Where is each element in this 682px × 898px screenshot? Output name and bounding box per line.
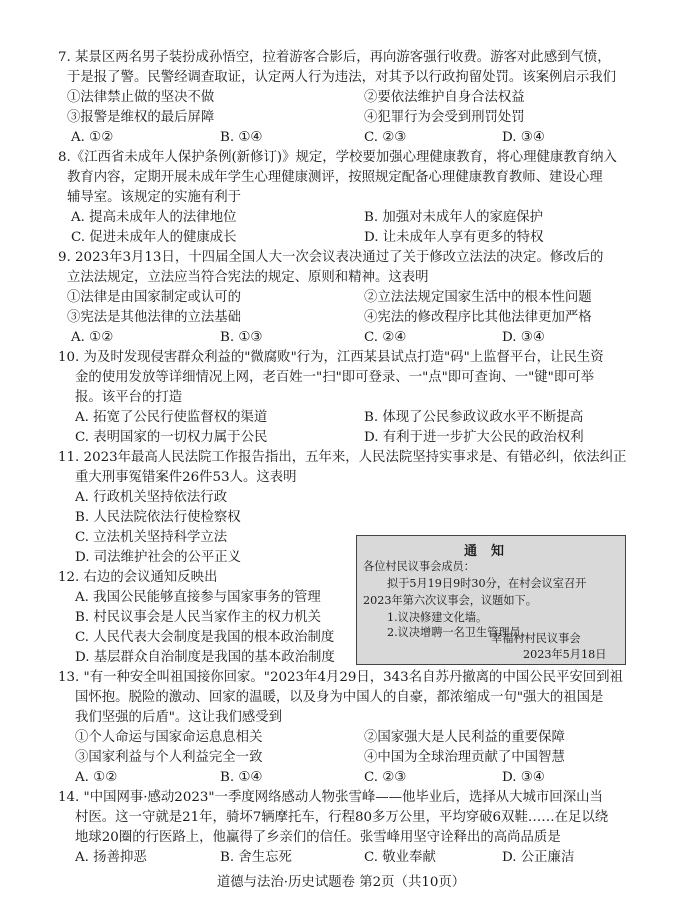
q7-stem-line: 于是报了警。民警经调查取证，认定两人行为违法，对其予以行政拘留处罚。该案例启示我们 <box>67 70 617 85</box>
notice-greeting: 各位村民议事会成员： <box>363 560 475 573</box>
q11-stem-line: 11. 2023年最高人民法院工作报告指出，五年来，人民法院坚持实事求是、有错必纠，依法纠正 <box>58 450 627 465</box>
q13-stem-line: 国怀抱。脱险的激动、回家的温暖，以及身为中国人的自豪，都浓缩成一句"强大的祖国是 <box>75 690 604 705</box>
q10-choice-c: C. 表明国家的一切权力属于公民 <box>75 430 268 445</box>
q9-stem-line: 立法法规定，立法应当符合宪法的规定、原则和精神。这表明 <box>67 270 429 285</box>
q13-statement: ②国家强大是人民利益的重要保障 <box>364 730 565 745</box>
q7-choice-a: A. ①② <box>71 130 114 145</box>
notice-body-line: 拟于5月19日9时30分，在村会议室召开 <box>387 577 587 590</box>
q13-statement: ①个人命运与国家命运息息相关 <box>75 730 263 745</box>
q9-statement: ④宪法的修改程序比其他法律更加严格 <box>364 310 592 325</box>
q8-choice-c: C. 促进未成年人的健康成长 <box>71 230 237 245</box>
q11-stem-line: 重大刑事冤错案件26件53人。这表明 <box>75 470 297 485</box>
q14-choice-a: A. 扬善抑恶 <box>75 850 147 865</box>
q11-choice-a: A. 行政机关坚持依法行政 <box>75 490 228 505</box>
q9-choice-c: C. ②④ <box>364 330 407 345</box>
q10-choice-b: B. 体现了公民参政议政水平不断提高 <box>364 410 584 425</box>
q9-choice-a: A. ①② <box>71 330 114 345</box>
q14-choice-d: D. 公正廉洁 <box>502 850 575 865</box>
notice-item: 1.议决修建文化墙。 <box>387 611 488 624</box>
q7-choice-c: C. ②③ <box>364 130 407 145</box>
q10-stem-line: 10. 为及时发现侵害群众利益的"微腐败"行为，江西某县试点打造"码"上监督平台，让民生资 <box>58 350 604 365</box>
q12-choice-d: D. 基层群众自治制度是我国的基本政治制度 <box>75 650 335 665</box>
q12-choice-a: A. 我国公民能够直接参与国家事务的管理 <box>75 590 321 605</box>
q9-stem-line: 9. 2023年3月13日，十四届全国人大一次会议表决通过了关于修改立法法的决定。修改后的 <box>58 250 604 265</box>
q9-statement: ③宪法是其他法律的立法基础 <box>67 310 242 325</box>
q10-choice-a: A. 拓宽了公民行使监督权的渠道 <box>75 410 268 425</box>
q14-stem-line: 地球20圈的行医路上，他赢得了乡亲们的信任。张雪峰用坚守诠释出的高尚品质是 <box>75 830 561 845</box>
q7-choice-d: D. ③④ <box>502 130 545 145</box>
q9-statement: ①法律是由国家制定或认可的 <box>67 290 242 305</box>
notice-title: 通知 <box>463 544 518 559</box>
q7-statement: ③报警是维权的最后屏障 <box>67 110 215 125</box>
q13-stem-line: 我们坚强的后盾"。这让我们感受到 <box>75 710 283 725</box>
q13-choice-b: B. ①④ <box>220 770 263 785</box>
q13-statement: ④中国为全球治理贡献了中国智慧 <box>364 750 565 765</box>
meeting-notice-box <box>356 535 626 665</box>
q12-choice-b: B. 村民议事会是人民当家作主的权力机关 <box>75 610 321 625</box>
q8-choice-d: D. 让未成年人享有更多的特权 <box>364 230 544 245</box>
q7-statement: ④犯罪行为会受到刑罚处罚 <box>364 110 525 125</box>
q12-choice-c: C. 人民代表大会制度是我国的根本政治制度 <box>75 630 335 645</box>
q7-choice-b: B. ①④ <box>220 130 263 145</box>
q8-stem-line: 辅导室。该规定的实施有利于 <box>67 190 242 205</box>
q11-choice-c: C. 立法机关坚持科学立法 <box>75 530 228 545</box>
page-footer: 道德与法治·历史试题卷 第2页（共10页） <box>216 875 466 890</box>
q12-stem-line: 12. 右边的会议通知反映出 <box>58 570 218 585</box>
q9-statement: ②立法法规定国家生活中的根本性问题 <box>364 290 592 305</box>
q10-choice-d: D. 有利于进一步扩大公民的政治权利 <box>364 430 584 445</box>
q11-choice-d: D. 司法维护社会的公平正义 <box>75 550 242 565</box>
q10-stem-line: 报。该平台的打造 <box>75 390 183 405</box>
q11-choice-b: B. 人民法院依法行使检察权 <box>75 510 241 525</box>
q13-choice-d: D. ③④ <box>502 770 545 785</box>
q14-choice-b: B. 舍生忘死 <box>220 850 292 865</box>
notice-item: 2.议决增聘一名卫生管理员。 <box>387 626 532 639</box>
q14-choice-c: C. 敬业奉献 <box>364 850 436 865</box>
q7-statement: ①法律禁止做的坚决不做 <box>67 90 215 105</box>
q13-choice-a: A. ①② <box>75 770 118 785</box>
q14-stem-line: 14. "中国网事·感动2023"一季度网络感动人物张雪峰——他毕业后，选择从大城市回深山当 <box>58 790 603 805</box>
q7-statement: ②要依法维护自身合法权益 <box>364 90 525 105</box>
notice-body-line: 2023年第六次议事会，议题如下。 <box>363 594 537 607</box>
q14-stem-line: 村医。这一守就是21年，骑坏7辆摩托车，行程80多万公里，平均穿破6双鞋……在足以绕 <box>75 810 609 825</box>
q7-stem-line: 7. 某景区两名男子装扮成孙悟空，拉着游客合影后，再向游客强行收费。游客对此感到气愤， <box>58 50 611 65</box>
q9-choice-b: B. ①③ <box>220 330 263 345</box>
q8-choice-b: B. 加强对未成年人的家庭保护 <box>364 210 544 225</box>
notice-signature: 幸福村村民议事会 <box>491 632 581 645</box>
q8-stem-line: 教育内容，定期开展未成年学生心理健康测评，按照规定配备心理健康教育教师、建设心理 <box>67 170 603 185</box>
q10-stem-line: 金的使用发放等详细情况上网，老百姓一"扫"即可登录、一"点"即可查询、一"键"即可举 <box>75 370 595 385</box>
q9-choice-d: D. ③④ <box>502 330 545 345</box>
q13-choice-c: C. ②③ <box>364 770 407 785</box>
q13-stem-line: 13. "有一种安全叫祖国接你回家。"2023年4月29日，343名自苏丹撤离的中国公民平安回到祖 <box>58 670 623 685</box>
q8-choice-a: A. 提高未成年人的法律地位 <box>71 210 237 225</box>
notice-date: 2023年5月18日 <box>523 648 607 661</box>
q13-statement: ③国家利益与个人利益完全一致 <box>75 750 263 765</box>
q8-stem-line: 8.《江西省未成年人保护条例(新修订)》规定，学校要加强心理健康教育，将心理健康教育纳入 <box>58 150 617 165</box>
